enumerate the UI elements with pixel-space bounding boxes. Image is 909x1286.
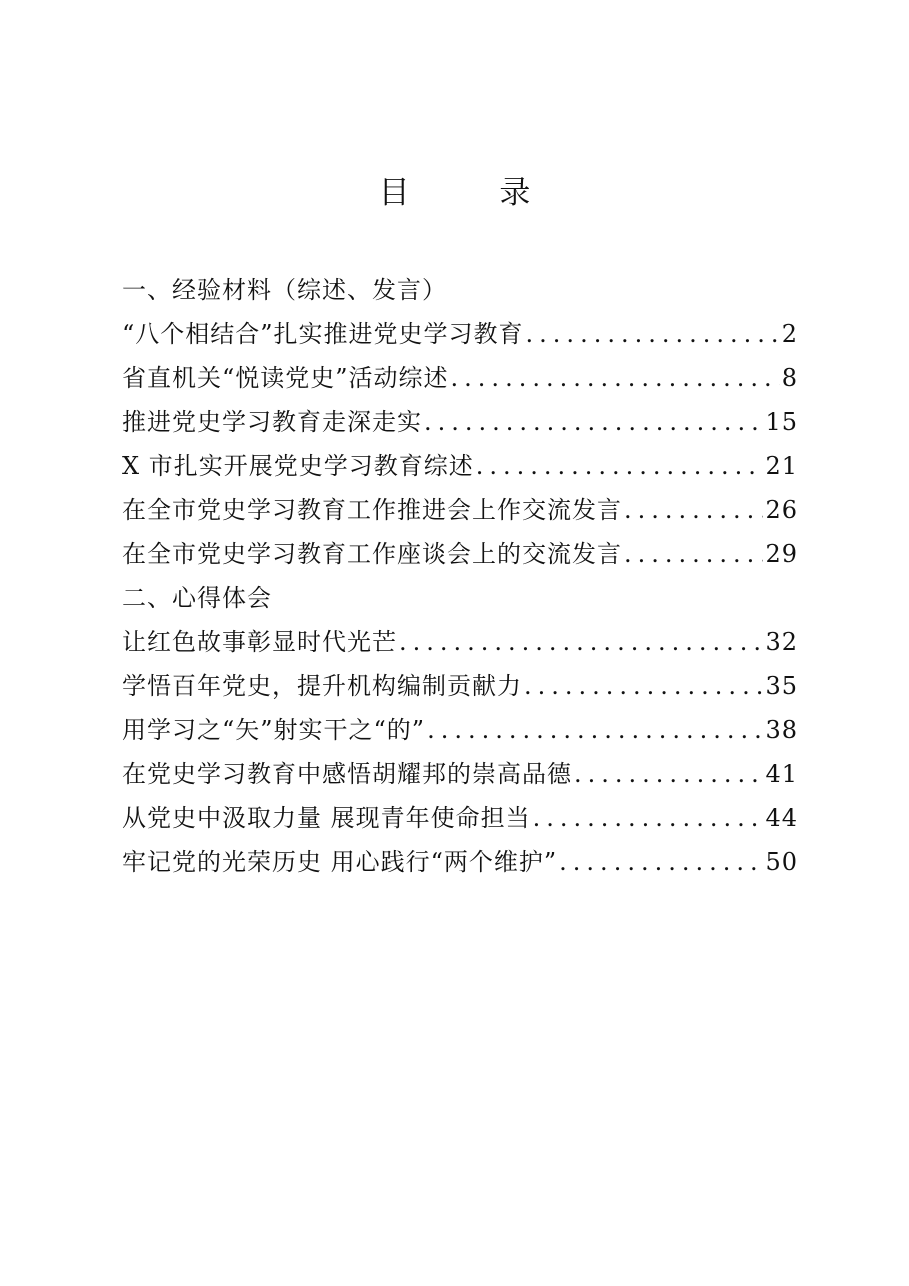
toc-entry-page: 29 [765,540,798,568]
toc-entry[interactable] [122,444,798,488]
toc-entry[interactable] [122,796,798,840]
toc-entry-title: 省直机关“悦读党史”活动综述 [122,364,449,392]
page-title: 目 录 [378,175,571,211]
toc-entry[interactable] [122,312,798,356]
dot-leader [533,796,764,840]
section-heading-text: 二、心得体会 [122,584,272,612]
toc-entry-page: 21 [765,452,798,480]
toc-entry-page: 26 [765,496,798,524]
toc-entry-page: 32 [765,628,798,656]
toc-entry-title: 在全市党史学习教育工作推进会上作交流发言 [122,496,622,524]
table-of-contents [122,268,798,884]
toc-entry-page: 2 [781,320,798,348]
toc-entry-page: 41 [765,760,798,788]
toc-section-heading [122,576,798,620]
dot-leader [427,708,763,752]
dot-leader [524,664,763,708]
toc-entry-page: 15 [765,408,798,436]
toc-entry-title: 让红色故事彰显时代光芒 [122,628,397,656]
dot-leader [476,444,764,488]
toc-entry[interactable] [122,488,798,532]
dot-leader [624,532,763,576]
toc-entry-title: 推进党史学习教育走深走实 [122,408,422,436]
toc-entry-title: X 市扎实开展党史学习教育综述 [122,452,474,480]
toc-entry[interactable] [122,752,798,796]
toc-entry-title: 牢记党的光荣历史 用心践行“两个维护” [122,848,558,876]
dot-leader [424,400,763,444]
toc-entry[interactable] [122,664,798,708]
toc-entry-page: 50 [765,848,798,876]
toc-entry-title: “八个相结合”扎实推进党史学习教育 [122,320,524,348]
toc-entry-page: 35 [765,672,798,700]
toc-entry-page: 8 [781,364,798,392]
toc-entry-title: 用学习之“矢”射实干之“的” [122,716,426,744]
toc-entry[interactable] [122,532,798,576]
dot-leader [399,620,763,664]
toc-entry-title: 学悟百年党史，提升机构编制贡献力 [122,672,522,700]
section-heading-text: 一、经验材料（综述、发言） [122,276,447,304]
toc-entry[interactable] [122,840,798,884]
toc-entry[interactable] [122,708,798,752]
dot-leader [526,312,780,356]
toc-entry-title: 在党史学习教育中感悟胡耀邦的崇高品德 [122,760,572,788]
dot-leader [574,752,763,796]
dot-leader [559,840,763,884]
toc-entry[interactable] [122,620,798,664]
toc-entry-page: 38 [765,716,798,744]
toc-section-heading [122,268,798,312]
dot-leader [624,488,763,532]
toc-entry-title: 从党史中汲取力量 展现青年使命担当 [122,804,531,832]
toc-entry-title: 在全市党史学习教育工作座谈会上的交流发言 [122,540,622,568]
toc-entry[interactable] [122,400,798,444]
dot-leader [451,356,780,400]
toc-entry[interactable] [122,356,798,400]
toc-entry-page: 44 [765,804,798,832]
